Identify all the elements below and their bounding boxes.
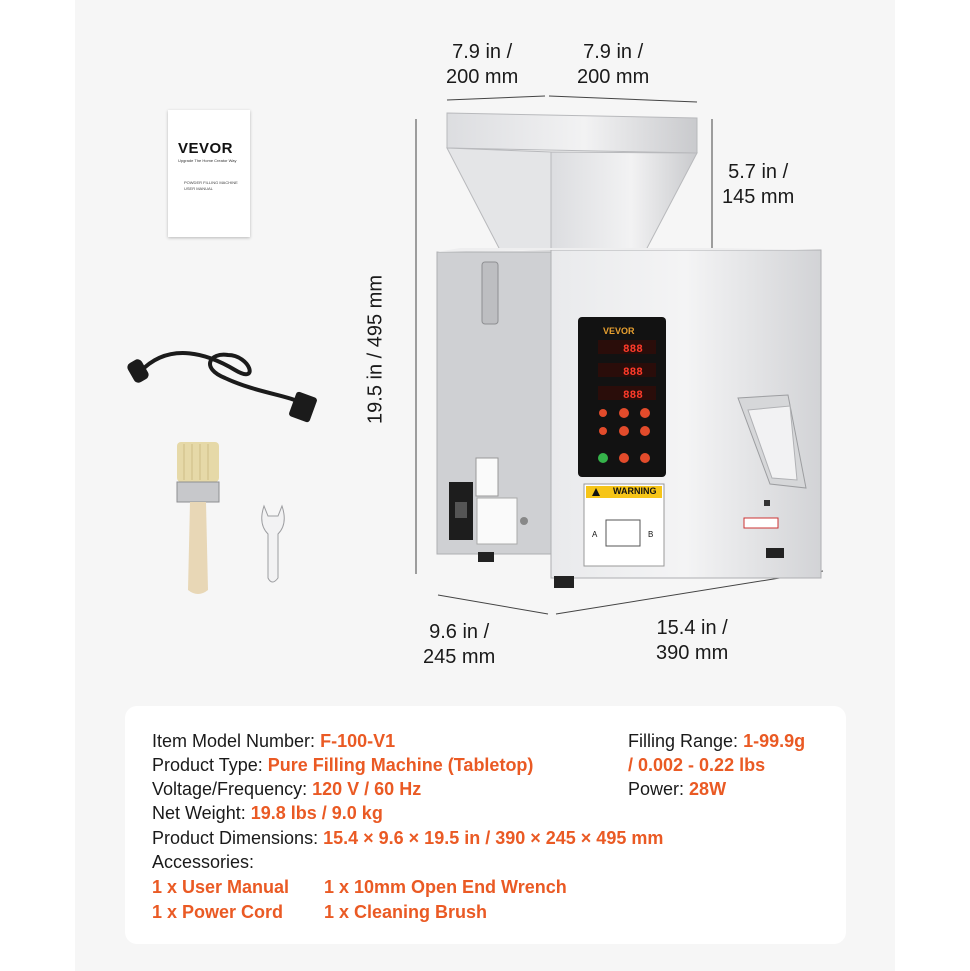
svg-text:888: 888 xyxy=(623,367,643,379)
accessory-item: 1 x Power Cord xyxy=(152,902,284,922)
cleaning-brush-illustration xyxy=(177,442,219,594)
spec-dimensions-label: Product Dimensions: xyxy=(152,828,319,848)
spec-power-label: Power: xyxy=(628,779,685,799)
svg-text:888: 888 xyxy=(623,344,643,356)
manual-tagline: Upgrade The Home Creator Way xyxy=(178,158,237,163)
spec-dimensions xyxy=(152,826,663,850)
spec-type xyxy=(152,753,533,777)
spec-model-label: Item Model Number: xyxy=(152,731,316,751)
manual-title: POWDER FILLING MACHINE USER MANUAL xyxy=(184,180,238,191)
accessory-item: 1 x Cleaning Brush xyxy=(324,902,488,922)
spec-range-value: 1-99.9g xyxy=(743,731,806,751)
spec-voltage xyxy=(152,777,421,801)
spec-type-label: Product Type: xyxy=(152,755,263,775)
spec-voltage-value: 120 V / 60 Hz xyxy=(312,779,422,799)
spec-weight-label: Net Weight: xyxy=(152,803,246,823)
control-panel-brand: VEVOR xyxy=(603,326,635,336)
spec-model-value: F-100-V1 xyxy=(320,731,396,751)
user-manual xyxy=(168,110,250,237)
spec-model xyxy=(152,729,395,753)
spec-weight-value: 19.8 lbs / 9.0 kg xyxy=(250,803,383,823)
spec-weight xyxy=(152,801,383,825)
wrench-illustration xyxy=(262,506,285,582)
dim-height: 19.5 in / 495 mm xyxy=(364,275,387,424)
warning-label: WARNING xyxy=(613,486,657,496)
spec-type-value: Pure Filling Machine (Tabletop) xyxy=(267,755,534,775)
dim-hopper-height: 5.7 in / 145 mm xyxy=(722,161,795,208)
dim-width: 15.4 in / 390 mm xyxy=(656,617,729,664)
spec-range-value-lbs: / 0.002 - 0.22 lbs xyxy=(628,755,766,775)
svg-text:A: A xyxy=(592,530,598,539)
spec-power xyxy=(628,777,726,801)
dim-top-left: 7.9 in / 200 mm xyxy=(446,41,519,88)
spec-power-value: 28W xyxy=(689,779,727,799)
machine-body xyxy=(437,248,821,588)
accessory-item: 1 x User Manual xyxy=(152,877,290,897)
svg-text:888: 888 xyxy=(623,390,643,402)
accessory-item: 1 x 10mm Open End Wrench xyxy=(324,877,567,897)
spec-dimensions-value: 15.4 × 9.6 × 19.5 in / 390 × 245 × 495 mm xyxy=(323,828,664,848)
power-cord-illustration xyxy=(140,353,300,402)
spec-accessories-label: Accessories: xyxy=(152,852,255,872)
spec-filling-range xyxy=(628,729,805,753)
dim-depth: 9.6 in / 245 mm xyxy=(423,621,496,668)
spec-voltage-label: Voltage/Frequency: xyxy=(152,779,308,799)
dim-top-right: 7.9 in / 200 mm xyxy=(577,41,650,88)
hopper xyxy=(447,113,697,250)
spec-range-label: Filling Range: xyxy=(628,731,739,751)
svg-text:B: B xyxy=(648,530,654,539)
manual-brand: VEVOR xyxy=(178,140,234,157)
